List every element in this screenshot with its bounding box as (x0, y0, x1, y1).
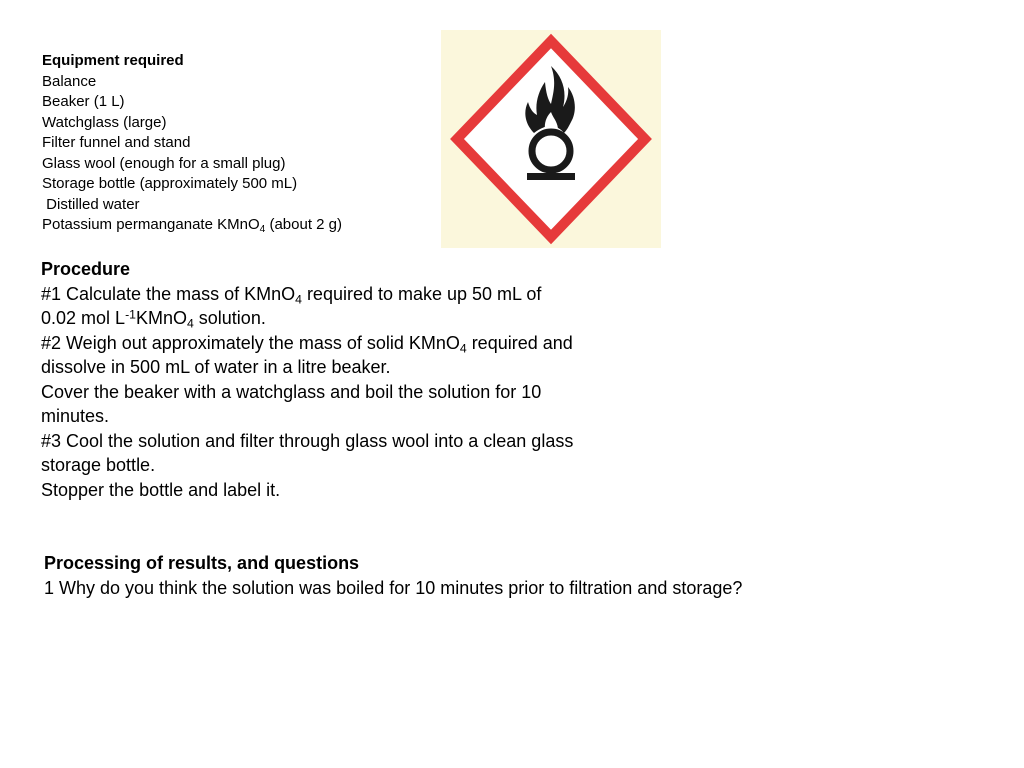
step-text: dissolve in 500 mL of water in a litre beaker. (41, 357, 391, 377)
step-text: required to make up 50 mL of (301, 283, 542, 304)
procedure-heading: Procedure (41, 259, 131, 279)
question-1: 1 Why do you think the solution was boiled for 10 minutes prior to filtration and storage? (44, 577, 743, 598)
step-text: solution. (193, 308, 266, 328)
step-text: #2 Weigh out approximately the mass of solid KMnO (41, 332, 460, 353)
procedure-step-1 (41, 282, 661, 331)
equipment-heading: Equipment required (42, 52, 184, 69)
equipment-item-suffix: (about 2 g) (265, 216, 343, 233)
equipment-section (42, 51, 342, 236)
procedure-cover-step (41, 380, 661, 429)
step-text: storage bottle. (41, 455, 156, 475)
step-text: #1 Calculate the mass of KMnO (41, 283, 296, 304)
procedure-section (41, 257, 661, 502)
equipment-item: Beaker (1 L) (42, 93, 125, 110)
step-text: Cover the beaker with a watchglass and boil the solution for 10 (41, 381, 542, 402)
subscript: 4 (186, 316, 194, 331)
equipment-item-text: Potassium permanganate KMnO (42, 216, 260, 233)
procedure-step-2 (41, 331, 661, 380)
oxidizing-hazard-symbol (441, 30, 661, 248)
superscript: -1 (125, 307, 136, 322)
step-text: required and (466, 332, 573, 353)
subscript: 4 (259, 224, 266, 236)
procedure-stopper-step: Stopper the bottle and label it. (41, 479, 281, 500)
step-text: minutes. (41, 406, 110, 426)
equipment-item: Distilled water (42, 195, 140, 213)
equipment-item-kmno4 (42, 215, 342, 236)
step-text: #3 Cool the solution and filter through glass wool into a clean glass (41, 430, 574, 451)
oxidizing-flame-over-circle-icon (441, 30, 661, 248)
step-text: 0.02 mol L (41, 308, 126, 328)
procedure-step-3 (41, 429, 661, 478)
step-text: KMnO (135, 308, 187, 328)
subscript: 4 (295, 292, 302, 307)
results-heading: Processing of results, and questions (44, 553, 360, 573)
equipment-item: Watchglass (large) (42, 113, 167, 131)
equipment-item: Balance (42, 72, 97, 90)
subscript: 4 (459, 341, 467, 356)
equipment-item: Glass wool (enough for a small plug) (42, 154, 286, 172)
equipment-item: Filter funnel and stand (42, 134, 191, 151)
results-section (44, 551, 984, 600)
equipment-item: Storage bottle (approximately 500 mL) (42, 175, 298, 192)
